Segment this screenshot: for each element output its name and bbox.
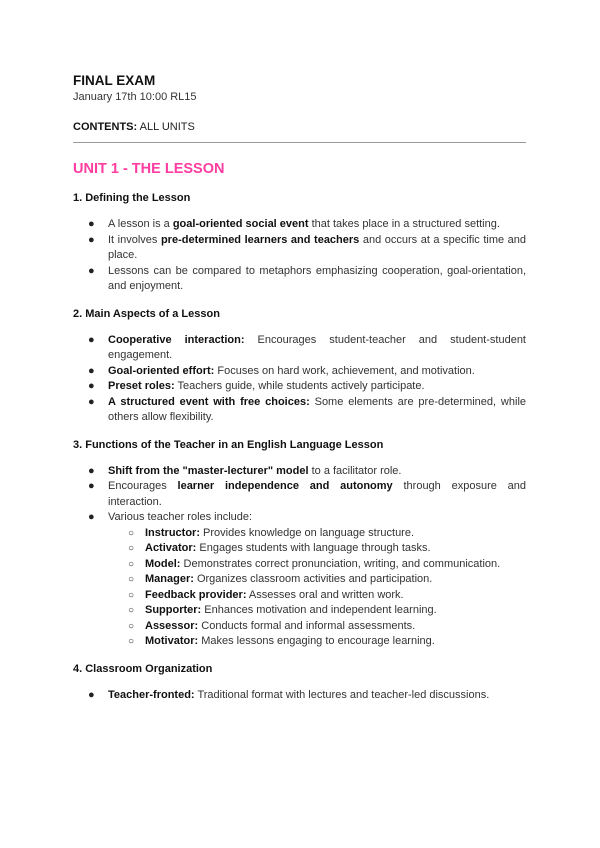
- bullet-icon: ●: [88, 688, 95, 701]
- bullet-icon: ●: [88, 364, 95, 377]
- contents-value: ALL UNITS: [137, 121, 195, 133]
- circle-bullet-icon: ○: [128, 574, 135, 585]
- circle-bullet-icon: ○: [128, 558, 135, 570]
- bullet-icon: ●: [88, 395, 95, 408]
- exam-title: FINAL EXAM: [73, 73, 156, 88]
- unit-title: UNIT 1 - THE LESSON: [73, 161, 225, 177]
- circle-bullet-icon: ○: [128, 605, 135, 616]
- teacher-roles-list: [108, 526, 526, 650]
- section-heading-main-aspects: 2. Main Aspects of a Lesson: [73, 307, 220, 320]
- teacher-functions-list: [73, 464, 526, 650]
- list-item: ● Shift from the "master-lecturer" model to a facilitator role.: [73, 464, 526, 480]
- section-heading-teacher-functions: 3. Functions of the Teacher in an English Language Lesson: [73, 438, 384, 451]
- contents-line: [73, 120, 526, 134]
- sub-list-item: ○ Supporter: Enhances motivation and independent learning.: [108, 603, 526, 619]
- list-item: ● A lesson is a goal-oriented social event that takes place in a structured setting.: [73, 217, 526, 233]
- bullet-icon: ●: [88, 464, 95, 477]
- sub-list-item: ○ Model: Demonstrates correct pronunciation, writing, and communication.: [108, 557, 526, 573]
- section-heading-defining-lesson: 1. Defining the Lesson: [73, 192, 191, 204]
- document-content: [73, 72, 526, 703]
- list-item: ● Cooperative interaction: Encourages student-teacher and student-student engagement.: [88, 333, 526, 361]
- bullet-icon: ●: [88, 511, 95, 523]
- list-item: ● Encourages learner independence and autonomy through exposure and interaction.: [88, 480, 526, 508]
- list-item: ● A structured event with free choices: Some elements are pre-determined, while others allow flexibility.: [88, 395, 526, 423]
- sub-list-item: ○ Assessor: Conducts formal and informal assessments.: [108, 619, 526, 635]
- list-item: ● It involves pre-determined learners and teachers and occurs at a specific time and place.: [88, 233, 527, 261]
- sub-list-item: ○ Motivator: Makes lessons engaging to encourage learning.: [108, 634, 526, 650]
- list-item: ● Lessons can be compared to metaphors emphasizing cooperation, goal-orientation, and enjoyment.: [88, 264, 526, 292]
- bullet-icon: ●: [88, 233, 95, 246]
- circle-bullet-icon: ○: [128, 636, 135, 647]
- bullet-icon: ●: [88, 218, 95, 230]
- bullet-icon: ●: [88, 480, 95, 492]
- circle-bullet-icon: ○: [128, 543, 135, 554]
- defining-lesson-list: [73, 217, 526, 295]
- section-heading-classroom-organization: 4. Classroom Organization: [73, 662, 213, 675]
- sub-list-item: ○ Instructor: Provides knowledge on language structure.: [108, 526, 526, 542]
- list-item: ● Teacher-fronted: Traditional format with lectures and teacher-led discussions.: [73, 688, 526, 704]
- list-item: ● Goal-oriented effort: Focuses on hard work, achievement, and motivation.: [73, 364, 526, 380]
- circle-bullet-icon: ○: [128, 620, 135, 632]
- exam-date: January 17th 10:00 RL15: [73, 91, 197, 103]
- contents-label: CONTENTS:: [73, 121, 138, 133]
- sub-list-item: ○ Activator: Engages students with language through tasks.: [108, 541, 526, 557]
- bullet-icon: ●: [88, 380, 95, 392]
- list-item: ● Preset roles: Teachers guide, while students actively participate.: [73, 379, 526, 395]
- main-aspects-list: [73, 333, 526, 426]
- classroom-organization-list: [73, 688, 526, 704]
- sub-list-item: ○ Feedback provider: Assesses oral and written work.: [108, 588, 526, 604]
- circle-bullet-icon: ○: [128, 589, 135, 601]
- bullet-icon: ●: [88, 264, 95, 277]
- sub-list-item: ○ Manager: Organizes classroom activities and participation.: [108, 572, 526, 588]
- horizontal-rule: [73, 142, 526, 143]
- circle-bullet-icon: ○: [128, 527, 135, 539]
- list-item: ● Various teacher roles include: ○ Instructor: Provides knowledge on language structure. ○ Activator: Engages students with language through tasks. ○ Model: Demonstrates correct pronunciation, writing, and communication. ○ Manager: Organizes classroom activities and participation. ○ Feedback provider: Assesses oral and written work. ○ Supporter: Enhances motivation and independent learning. ○ Assessor: Conducts formal and informal assessments. ○ Motivator: Makes lessons engaging to encourage learning.: [73, 510, 526, 650]
- bullet-icon: ●: [88, 333, 95, 346]
